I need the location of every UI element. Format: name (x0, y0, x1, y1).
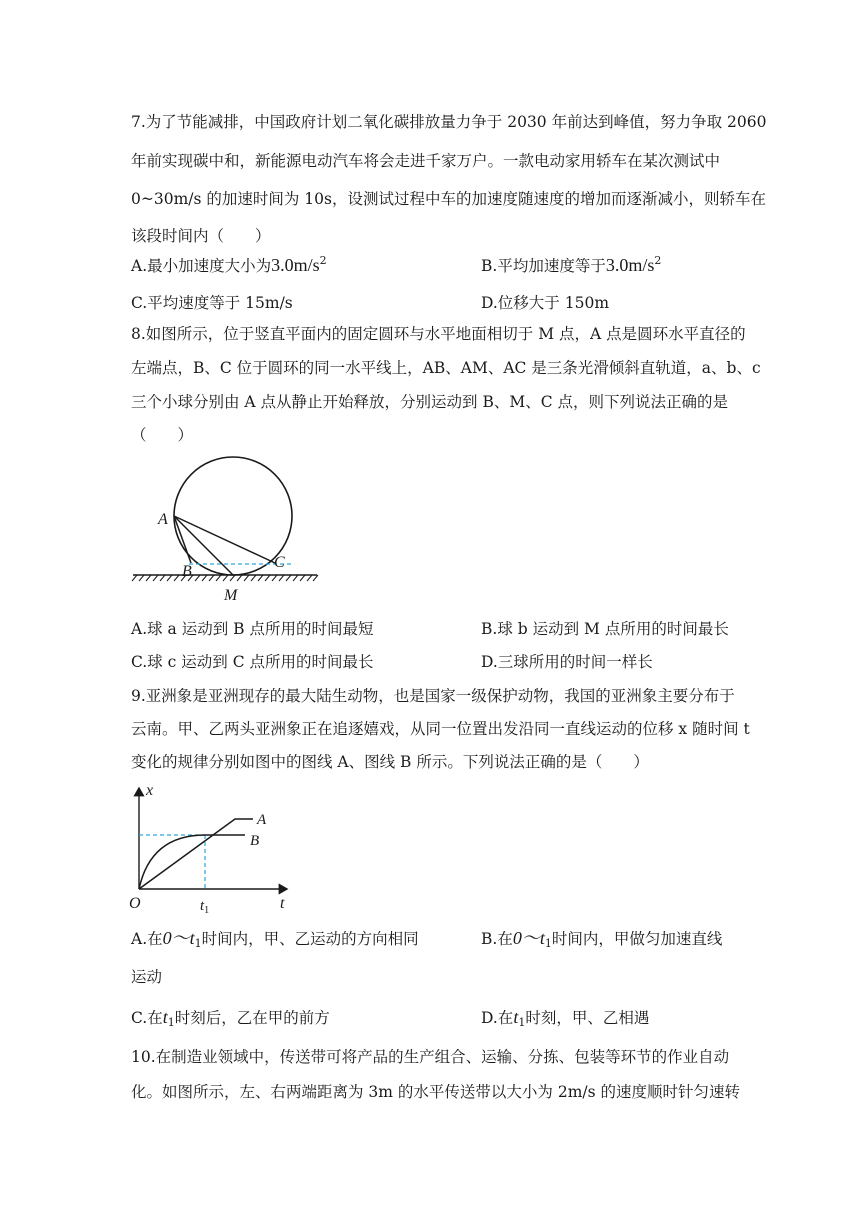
q9-option-b-continuation: 运动 (131, 968, 163, 986)
q9-option-c-suffix: 时刻后，乙在甲的前方 (174, 1009, 330, 1027)
label-origin: O (129, 895, 141, 912)
q9-option-d-prefix: D.在 (481, 1009, 514, 1027)
q9-option-c-prefix: C.在 (131, 1009, 163, 1027)
q9-option-d (481, 1006, 649, 1029)
q7-option-b-value: 3.0m/s (605, 255, 655, 275)
label-line-a: A (257, 812, 267, 828)
q10-line-1: 10.在制造业领域中，传送带可将产品的生产组合、运输、分拣、包装等环节的作业自动 (131, 1048, 730, 1066)
q7-option-a-value: 3.0m/s (271, 255, 320, 275)
q8-option-d: D.三球所用的时间一样长 (481, 653, 653, 671)
q7-line-2: 年前实现碳中和，新能源电动汽车将会走进千家万户。一款电动家用轿车在某次测试中 (131, 152, 721, 170)
q8-circle-figure (125, 455, 330, 610)
q8-line-3: 三个小球分别由 A 点从静止开始释放，分别运动到 B、M、C 点，则下列说法正确的是 (131, 393, 729, 411)
q9-option-d-suffix: 时刻，甲、乙相遇 (525, 1009, 650, 1027)
q9-option-b-math: 0～t (512, 928, 545, 948)
label-t: t (280, 895, 285, 912)
q8-line-1: 8.如图所示，位于竖直平面内的固定圆环与水平地面相切于 M 点，A 点是圆环水平直径的 (131, 325, 746, 343)
q9-option-a-prefix: A.在 (131, 930, 163, 948)
q9-option-d-math: t (513, 1007, 519, 1027)
q9-option-c-sub: 1 (167, 1016, 175, 1029)
q9-option-a-suffix: 时间内，甲、乙运动的方向相同 (201, 930, 419, 948)
label-c: C (274, 554, 285, 571)
q9-option-b (481, 927, 722, 950)
label-t1-main: t (200, 898, 205, 914)
q7-option-a (131, 254, 327, 277)
q9-option-b-prefix: B.在 (481, 930, 513, 948)
q9-line-3: 变化的规律分别如图中的图线 A、图线 B 所示。下列说法正确的是（ ） (131, 753, 649, 771)
label-t1-sub: 1 (204, 905, 210, 915)
q8-line-2: 左端点，B、C 位于圆环的同一水平线上，AB、AM、AC 是三条光滑倾斜直轨道，a、b、c (131, 359, 761, 377)
q7-line-3: 0~30m/s 的加速时间为 10s，设测试过程中车的加速度随速度的增加而逐渐减小，则轿车在 (131, 190, 766, 208)
q8-option-a: A.球 a 运动到 B 点所用的时间最短 (131, 620, 374, 638)
q7-option-c: C.平均速度等于 15m/s (131, 294, 293, 312)
q8-option-b: B.球 b 运动到 M 点所用的时间最长 (481, 620, 729, 638)
q7-option-d: D.位移大于 150m (481, 294, 610, 312)
q7-line-1: 7.为了节能减排，中国政府计划二氧化碳排放量力争于 2030 年前达到峰值，努力争取 2060 (131, 113, 767, 131)
label-line-b: B (250, 833, 260, 849)
q7-option-b-prefix: B.平均加速度等于 (481, 257, 606, 275)
q7-line-4: 该段时间内（ ） (131, 227, 271, 245)
label-t1 (200, 898, 209, 915)
q7-option-b-exponent: 2 (654, 254, 662, 267)
q9-option-a-math: 0～t (162, 928, 195, 948)
q9-option-d-sub: 1 (518, 1016, 526, 1029)
label-m: M (224, 587, 238, 604)
label-a: A (158, 511, 168, 528)
q9-line-2: 云南。甲、乙两头亚洲象正在追逐嬉戏，从同一位置出发沿同一直线运动的位移 x 随时间 t (131, 720, 750, 738)
label-x: x (146, 782, 154, 799)
ground-hatching (132, 575, 318, 581)
q10-line-2: 化。如图所示，左、右两端距离为 3m 的水平传送带以大小为 2m/s 的速度顺时针匀速转 (131, 1083, 741, 1101)
q9-option-b-suffix: 时间内，甲做匀加速直线 (551, 930, 723, 948)
q8-line-4: （ ） (131, 426, 194, 444)
q9-option-b-sub: 1 (544, 937, 552, 950)
q7-option-a-exponent: 2 (319, 254, 327, 267)
curve-b (139, 835, 245, 889)
q7-option-b (481, 254, 661, 277)
q7-option-a-prefix: A.最小加速度大小为 (131, 257, 272, 275)
q9-xt-graph (125, 780, 300, 915)
label-b: B (182, 563, 192, 580)
q8-option-c: C.球 c 运动到 C 点所用的时间最长 (131, 653, 374, 671)
q9-line-1: 9.亚洲象是亚洲现存的最大陆生动物，也是国家一级保护动物，我国的亚洲象主要分布于 (131, 687, 735, 705)
q9-option-a-sub: 1 (194, 937, 202, 950)
q9-option-c (131, 1006, 330, 1029)
q9-option-a (131, 927, 419, 950)
q9-option-c-math: t (162, 1007, 168, 1027)
